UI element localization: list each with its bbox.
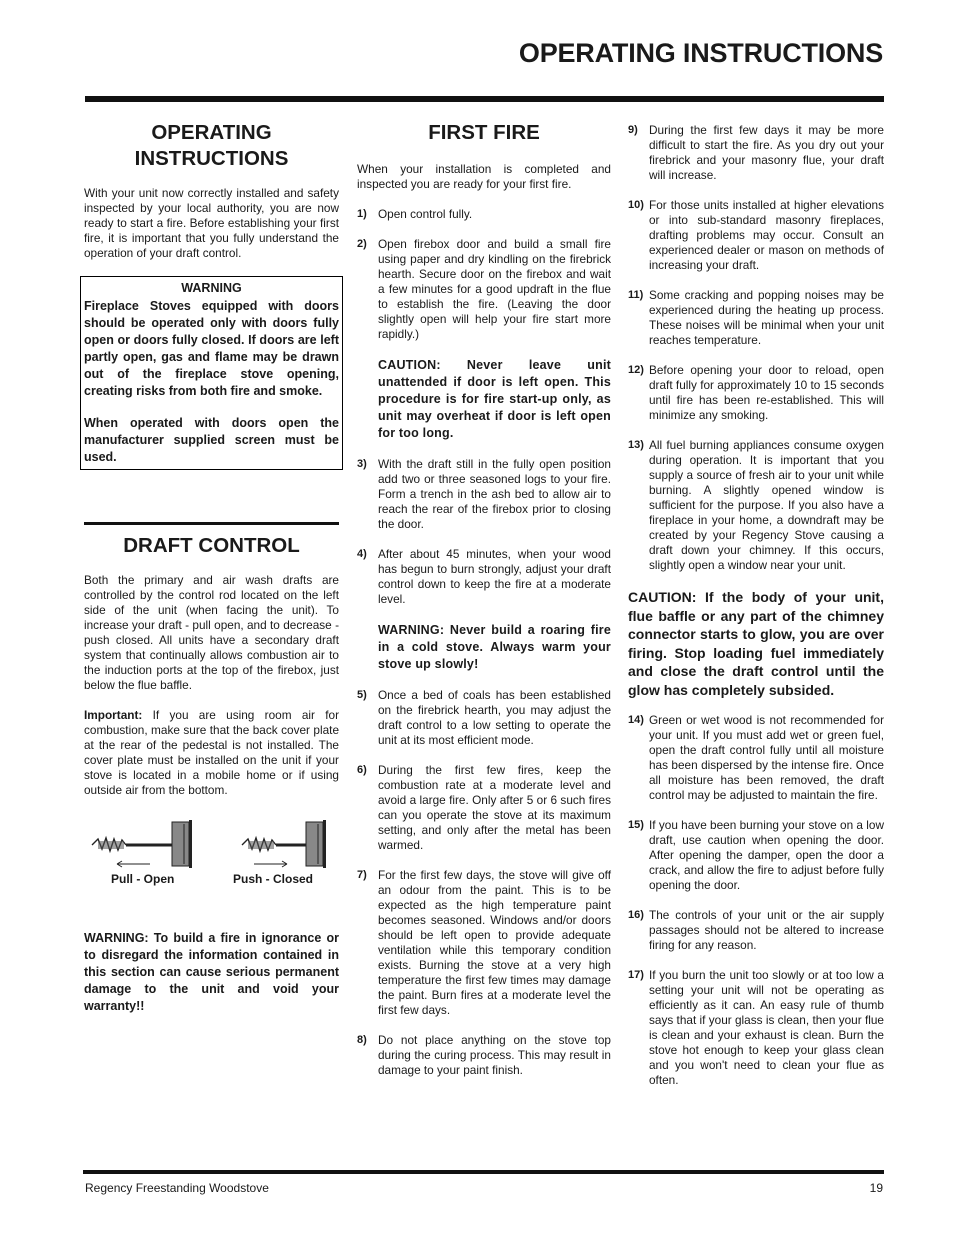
item-number: 11) bbox=[628, 289, 644, 301]
control-rod-illustration bbox=[84, 818, 339, 874]
important-text: If you are using room air for combustion, make sure that the back cover plate at the rear of the pedestal is not installed. The cover plate must be installed on the unit if your stove is located in a mobile home or if using outside air from the bottom. bbox=[84, 708, 339, 797]
item-number: 5) bbox=[357, 689, 367, 701]
list-item bbox=[357, 1033, 611, 1078]
item-text: After about 45 minutes, when your wood has begun to burn strongly, adjust your draft control down to keep the fire at a moderate level. bbox=[378, 547, 611, 606]
footer-document-title: Regency Freestanding Woodstove bbox=[85, 1181, 269, 1195]
item-text: Open control fully. bbox=[378, 207, 473, 221]
item-text: For those units installed at higher elevations or into sub-standard masonry fireplaces, drafting problems may occur. Consult an experienced dealer or mason on methods of increasing your draft. bbox=[649, 198, 884, 272]
final-warning: WARNING: To build a fire in ignorance or to disregard the information contained in this section can cause serious permanent damage to the unit and void your warranty!! bbox=[84, 931, 339, 1013]
important-label: Important: bbox=[84, 708, 143, 722]
item-number: 2) bbox=[357, 238, 367, 250]
item-text: The controls of your unit or the air supply passages should not be altered to increase firing for any reason. bbox=[649, 908, 884, 952]
item-text: Some cracking and popping noises may be experienced during the heating up process. These noises will be minimal when your unit reaches temperature. bbox=[649, 288, 884, 347]
item-number: 8) bbox=[357, 1034, 367, 1046]
draft-control-diagram bbox=[84, 818, 339, 914]
item-number: 17) bbox=[628, 969, 644, 981]
item-text: If you burn the unit too slowly or at too low a setting your unit will not be operating as efficiently as it can. An easy rule of thumb says that if your glass is clean, then your flue is clean and your exhaust is clean. Burn the stove hot enough to keep your glass clean and you won't need to clean your flue as often. bbox=[649, 968, 884, 1087]
list-item bbox=[628, 713, 884, 803]
item-number: 3) bbox=[357, 458, 367, 470]
item-number: 15) bbox=[628, 819, 644, 831]
list-item bbox=[628, 908, 884, 953]
first-fire-intro: When your installation is completed and inspected you are ready for your first fire. bbox=[357, 162, 611, 191]
item-text: Green or wet wood is not recommended for your unit. If you must add wet or green fuel, open the draft control fully until all moisture has been dispersed by the intense fire. Once all moisture has been removed, the draft control may be adjusted to maintain the fire. bbox=[649, 713, 884, 802]
intro-paragraph: With your unit now correctly installed and safety inspected by your local authority, you are now ready to start a fire. Before establishing your first fire, it is important that you fully understand the operation of your draft control. bbox=[84, 186, 339, 260]
caution-over-firing: CAUTION: If the body of your unit, flue baffle or any part of the chimney connector starts to glow, you are over firing. Stop loading fuel immediately and close the draft control until the glow has completely subsided. bbox=[628, 589, 884, 698]
list-item bbox=[357, 688, 611, 748]
list-item bbox=[357, 868, 611, 1018]
item-text: Once a bed of coals has been established on the firebrick hearth, you may adjust the draft control to a low setting to operate the unit at its most efficient mode. bbox=[378, 688, 611, 747]
item-number: 4) bbox=[357, 548, 367, 560]
push-closed-illustration bbox=[242, 820, 326, 868]
list-item bbox=[628, 123, 884, 183]
list-item bbox=[628, 438, 884, 573]
list-item bbox=[357, 763, 611, 853]
list-item bbox=[357, 547, 611, 607]
list-item bbox=[628, 198, 884, 273]
list-item bbox=[628, 363, 884, 423]
warning-roaring-fire: WARNING: Never build a roaring fire in a cold stove. Always warm your stove up slowly! bbox=[378, 623, 611, 671]
item-number: 9) bbox=[628, 124, 638, 136]
item-text: If you have been burning your stove on a low draft, use caution when opening the door. After opening the damper, open the door a crack, and allow the fire to adjust before fully opening the door. bbox=[649, 818, 884, 892]
item-text: Open firebox door and build a small fire using paper and dry kindling on the firebrick hearth. Secure door on the firebox and wait a few minutes for a good updraft in the flue to establish the fire. (Leaving the door slightly open will help your fire start more rapidly.) bbox=[378, 237, 611, 341]
item-number: 6) bbox=[357, 764, 367, 776]
pull-open-illustration bbox=[92, 820, 192, 868]
caution-unattended: CAUTION: Never leave unit unattended if door is left open. This procedure is for fire start-up only, as unit may overheat if door is left open for too long. bbox=[378, 358, 611, 440]
page-number: 19 bbox=[869, 1181, 883, 1195]
list-item bbox=[628, 968, 884, 1088]
item-text: During the first few fires, keep the combustion rate at a moderate level and avoid a large fire. Only after 5 or 6 such fires can you operate the stove at its maximum setting, and only after the metal has been warmed. bbox=[378, 763, 611, 852]
item-text: All fuel burning appliances consume oxygen during operation. It is important that you supply a source of fresh air to your unit while burning. A slightly opened window is sufficient for the purpose. If you also have a fireplace in your home, a downdraft may be created by your Regency Stove causing a draft down your chimney. If this occurs, slightly open a window near your unit. bbox=[649, 438, 884, 572]
list-item bbox=[628, 818, 884, 893]
footer-divider bbox=[83, 1170, 884, 1174]
list-item bbox=[357, 457, 611, 532]
list-item bbox=[628, 288, 884, 348]
section-divider bbox=[84, 522, 339, 525]
section-title-first-fire: FIRST FIRE bbox=[428, 121, 540, 144]
important-paragraph bbox=[84, 708, 339, 798]
pull-open-label: Pull - Open bbox=[111, 872, 175, 886]
item-text: Do not place anything on the stove top during the curing process. This may result in damage to your paint finish. bbox=[378, 1033, 611, 1077]
warning-heading: WARNING bbox=[181, 281, 242, 295]
item-text: For the first few days, the stove will give off an odour from the paint. This is to be expected as the high temperature paint becomes seasoned. Windows and/or doors should be left open to provide adequate ventilation while this temporary condition exists. Burning the stove at a very high temperature the first few times may damage the paint. Burn fires at a moderate level the first few days. bbox=[378, 868, 611, 1017]
item-number: 10) bbox=[628, 199, 644, 211]
warning-box bbox=[80, 276, 343, 470]
list-item bbox=[357, 207, 611, 222]
item-number: 14) bbox=[628, 714, 644, 726]
page-title: OPERATING INSTRUCTIONS bbox=[518, 38, 883, 68]
item-text: Before opening your door to reload, open draft fully for approximately 10 to 15 seconds until fire has been re-established. This will minimize any smoking. bbox=[649, 363, 884, 422]
draft-control-paragraph: Both the primary and air wash drafts are controlled by the control rod located on the left side of the unit (when facing the unit). To increase your draft - pull open, and to decrease - push closed. All units have a secondary draft system that continually allows combustion air to the induction ports at the top of the firebox, just below the flue baffle. bbox=[84, 573, 339, 692]
item-text: During the first few days it may be more difficult to start the fire. As you dry out your firebrick and your masonry flue, your draft will increase. bbox=[649, 123, 884, 182]
item-number: 12) bbox=[628, 364, 644, 376]
item-number: 13) bbox=[628, 439, 644, 451]
item-number: 7) bbox=[357, 869, 367, 881]
item-text: With the draft still in the fully open position add two or three seasoned logs to your fire. Form a trench in the ash bed to allow air to reach the rear of the firebox prior to closing the door. bbox=[378, 457, 611, 531]
section-title-operating-instructions: OPERATING INSTRUCTIONS bbox=[134, 121, 289, 170]
warning-paragraph-screen: When operated with doors open the manufacturer supplied screen must be used. bbox=[84, 416, 339, 464]
item-number: 16) bbox=[628, 909, 644, 921]
push-closed-label: Push - Closed bbox=[233, 872, 314, 886]
section-title-draft-control: DRAFT CONTROL bbox=[123, 534, 300, 557]
warning-paragraph-doors: Fireplace Stoves equipped with doors should be operated only with doors fully open or doors fully closed. If doors are left partly open, gas and flame may be drawn out of the fireplace stove opening, creating risks from both fire and smoke. bbox=[84, 299, 339, 398]
column-continued-instructions bbox=[628, 123, 884, 1103]
top-divider bbox=[85, 96, 884, 102]
column-operating-instructions bbox=[84, 118, 339, 1030]
column-first-fire bbox=[357, 118, 611, 1093]
list-item bbox=[357, 237, 611, 342]
item-number: 1) bbox=[357, 208, 367, 220]
